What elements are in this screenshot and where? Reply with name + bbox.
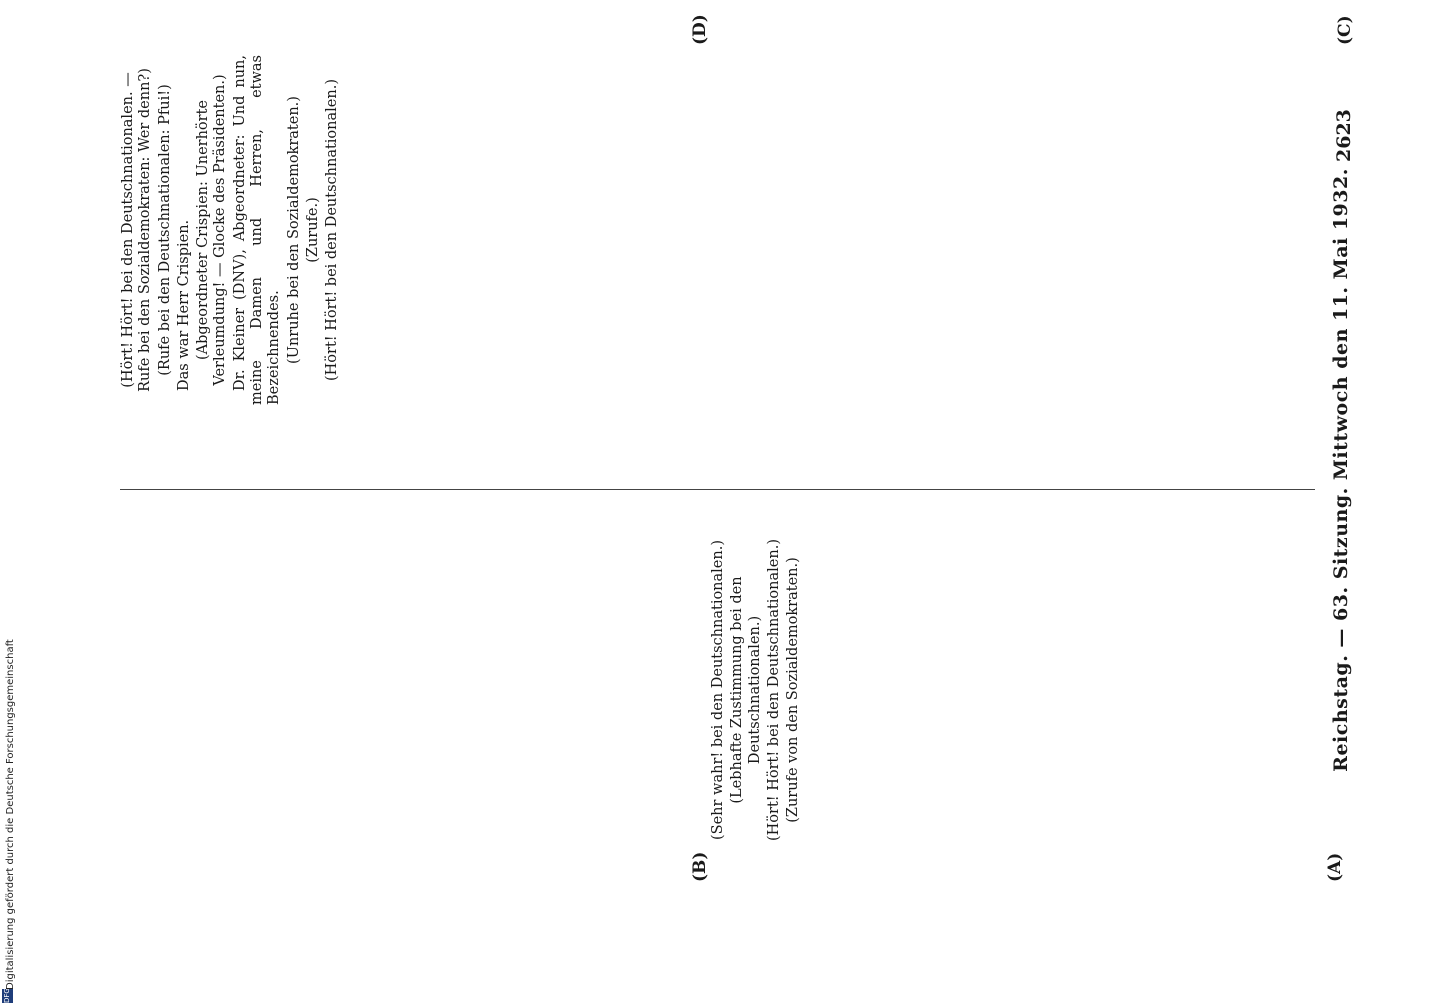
page-number: 2623 — [1333, 109, 1355, 162]
right_column-paragraph: (Zurufe.) — [304, 197, 321, 263]
margin-marker-a: (A) — [1325, 852, 1345, 882]
left_column-paragraph: (Lebhafte Zustimmung bei den Deutschnationalen.) — [729, 576, 763, 804]
footer — [0, 0, 20, 1003]
right_column-paragraph: Dr. Kleiner (DNV), Abgeordneter: Und nun, meine Damen und Herren, etwas Bezeichnendes. — [231, 55, 283, 405]
left_column-paragraph: (Hört! Hört! bei den Deutschnationalen.) — [765, 539, 782, 841]
page-header — [1330, 90, 1360, 850]
right_column-paragraph: (Hört! Hört! bei den Deutschnationalen.) — [324, 79, 341, 381]
footer-text: Digitalisierung gefördert durch die Deutsche Forschungsgemeinschaft — [5, 639, 16, 990]
margin-marker-b: (B) — [690, 851, 710, 882]
margin-marker-c: (C) — [1335, 15, 1355, 45]
right_column-paragraph: (Hört! Hört! bei den Deutschnationalen. — Rufe bei den Sozialdemokraten: Wer denn?) — [120, 68, 154, 392]
right_column-paragraph: (Unruhe bei den Sozialdemokraten.) — [285, 96, 302, 364]
right_column-paragraph: Das war Herr Crispien. — [175, 219, 192, 391]
dfg-logo: DFG — [3, 988, 11, 1003]
left-column — [710, 515, 1315, 865]
running-head: Reichstag. — 63. Sitzung. Mittwoch den 11. Mai 1932. — [1330, 168, 1352, 772]
left_column-paragraph: (Sehr wahr! bei den Deutschnationalen.) — [710, 540, 726, 840]
column-divider — [120, 489, 1315, 490]
margin-marker-d: (D) — [690, 14, 710, 45]
left_column-paragraph: (Zurufe von den Sozialdemokraten.) — [785, 557, 802, 823]
right_column-paragraph: (Rufe bei den Deutschnationalen: Pfui!) — [156, 84, 173, 376]
right-column — [120, 55, 1315, 405]
right_column-paragraph: (Abgeordneter Crispien: Unerhörte Verleumdung! — Glocke des Präsidenten.) — [195, 74, 229, 386]
